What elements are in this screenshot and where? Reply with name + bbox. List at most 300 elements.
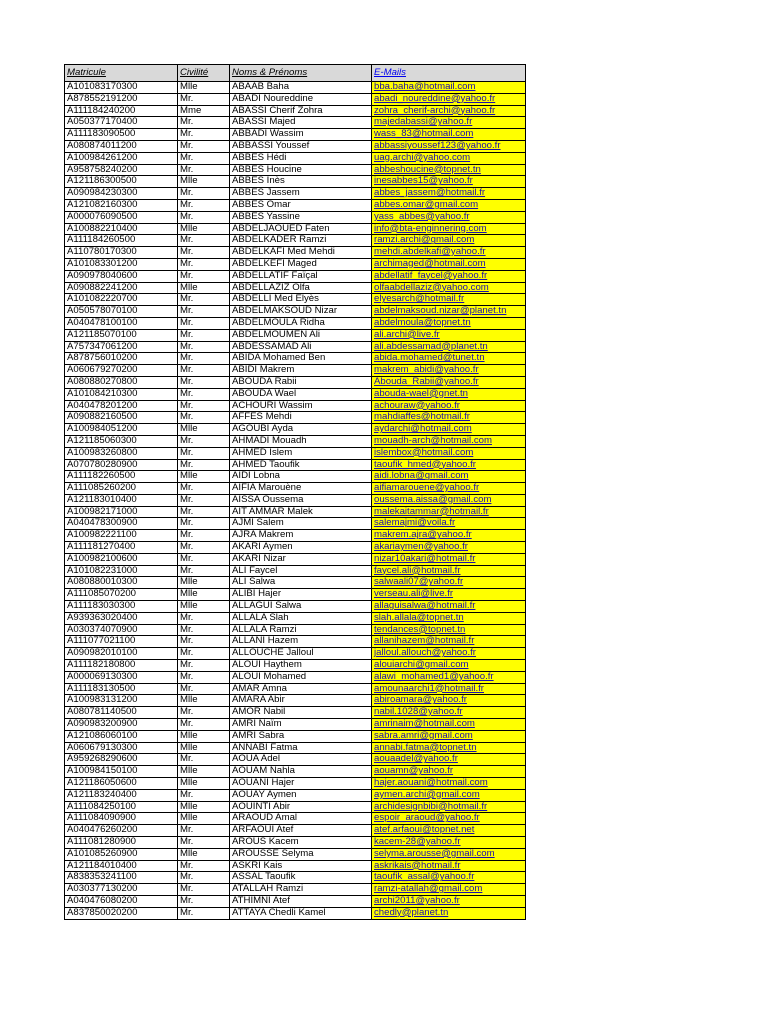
- name-cell: AMAR Amna: [230, 683, 372, 695]
- table-row: [65, 860, 526, 872]
- name-cell: ALLALA Slah: [230, 612, 372, 624]
- matricule-cell: A837850020200: [65, 907, 178, 919]
- email-cell[interactable]: abouda-wael@gnet.tn: [372, 388, 526, 400]
- email-cell[interactable]: archi2011@yahoo.fr: [372, 895, 526, 907]
- name-cell: ALLALA Ramzi: [230, 624, 372, 636]
- matricule-cell: A111181270400: [65, 542, 178, 554]
- civilite-cell: Mr.: [178, 494, 230, 506]
- email-cell[interactable]: salemajmi@voila.fr: [372, 518, 526, 530]
- matricule-cell: A121186300500: [65, 176, 178, 188]
- email-cell[interactable]: espoir_araoud@yahoo.fr: [372, 813, 526, 825]
- matricule-cell: A101083170300: [65, 82, 178, 94]
- table-row: [65, 341, 526, 353]
- email-cell[interactable]: alouiarchi@gmail.com: [372, 660, 526, 672]
- name-cell: ABDELKAFI Med Mehdi: [230, 247, 372, 259]
- email-cell[interactable]: amrinaim@hotmail.com: [372, 719, 526, 731]
- civilite-cell: Mr.: [178, 294, 230, 306]
- civilite-cell: Mr.: [178, 612, 230, 624]
- matricule-cell: A111182180800: [65, 660, 178, 672]
- email-cell[interactable]: nizar10akari@hotmail.fr: [372, 553, 526, 565]
- civilite-cell: Mlle: [178, 730, 230, 742]
- email-cell[interactable]: ali.archi@live.fr: [372, 329, 526, 341]
- civilite-cell: Mlle: [178, 176, 230, 188]
- matricule-cell: A080880270800: [65, 376, 178, 388]
- email-cell[interactable]: abiroamara@yahoo.fr: [372, 695, 526, 707]
- matricule-cell: A878756010200: [65, 353, 178, 365]
- matricule-cell: A080781140500: [65, 707, 178, 719]
- name-cell: ABOUDA Rabii: [230, 376, 372, 388]
- table-row: [65, 837, 526, 849]
- matricule-cell: A030374070900: [65, 624, 178, 636]
- name-cell: ARAOUD Amal: [230, 813, 372, 825]
- name-cell: AROUS Kacem: [230, 837, 372, 849]
- matricule-cell: A060679130300: [65, 742, 178, 754]
- email-cell[interactable]: sabra.amri@gmail.com: [372, 730, 526, 742]
- civilite-cell: Mr.: [178, 306, 230, 318]
- table-row: [65, 813, 526, 825]
- matricule-cell: A040476080200: [65, 895, 178, 907]
- email-cell[interactable]: elyesarch@hotmail.fr: [372, 294, 526, 306]
- table-row: [65, 471, 526, 483]
- email-cell[interactable]: ali.abdessamad@planet.tn: [372, 341, 526, 353]
- civilite-cell: Mr.: [178, 140, 230, 152]
- matricule-cell: A838353241100: [65, 872, 178, 884]
- table-row: [65, 105, 526, 117]
- email-cell[interactable]: aouamn@yahoo.fr: [372, 766, 526, 778]
- civilite-cell: Mlle: [178, 589, 230, 601]
- table-body: [65, 82, 526, 920]
- name-cell: AIT AMMAR Malek: [230, 506, 372, 518]
- matricule-cell: A000076090500: [65, 211, 178, 223]
- name-cell: AHMED Islem: [230, 447, 372, 459]
- civilite-cell: Mr.: [178, 388, 230, 400]
- matricule-cell: A959268290600: [65, 754, 178, 766]
- civilite-cell: Mlle: [178, 424, 230, 436]
- name-cell: AJRA Makrem: [230, 530, 372, 542]
- table-row: [65, 129, 526, 141]
- civilite-cell: Mr.: [178, 400, 230, 412]
- table-row: [65, 707, 526, 719]
- matricule-cell: A090982010100: [65, 648, 178, 660]
- matricule-cell: A111184240200: [65, 105, 178, 117]
- matricule-cell: A100983131200: [65, 695, 178, 707]
- email-cell[interactable]: abbes_jassem@hotmail.fr: [372, 188, 526, 200]
- name-cell: AMARA Abir: [230, 695, 372, 707]
- civilite-cell: Mr.: [178, 707, 230, 719]
- matricule-cell: A101083301200: [65, 258, 178, 270]
- name-cell: ABDELMAKSOUD Nizar: [230, 306, 372, 318]
- civilite-cell: Mr.: [178, 447, 230, 459]
- name-cell: ALI Faycel: [230, 565, 372, 577]
- civilite-cell: Mlle: [178, 695, 230, 707]
- table-row: [65, 872, 526, 884]
- matricule-cell: A958758240200: [65, 164, 178, 176]
- email-cell[interactable]: bba.baha@hotmail.com: [372, 82, 526, 94]
- civilite-cell: Mr.: [178, 199, 230, 211]
- header-emails[interactable]: E-Mails: [372, 65, 526, 82]
- civilite-cell: Mr.: [178, 483, 230, 495]
- email-cell[interactable]: hajer.aouani@hotmail.com: [372, 778, 526, 790]
- matricule-cell: A110780170300: [65, 247, 178, 259]
- civilite-cell: Mlle: [178, 813, 230, 825]
- email-cell[interactable]: aydarchi@hotmail.com: [372, 424, 526, 436]
- name-cell: ABADI Noureddine: [230, 93, 372, 105]
- name-cell: AHMED Taoufik: [230, 459, 372, 471]
- email-cell[interactable]: Abouda_Rabii@yahoo.fr: [372, 376, 526, 388]
- name-cell: ABIDA Mohamed Ben: [230, 353, 372, 365]
- civilite-cell: Mr.: [178, 624, 230, 636]
- civilite-cell: Mr.: [178, 636, 230, 648]
- name-cell: ABBADI Wassim: [230, 129, 372, 141]
- name-cell: ABIDI Makrem: [230, 365, 372, 377]
- civilite-cell: Mr.: [178, 270, 230, 282]
- email-cell[interactable]: mahdiaffes@hotmail.fr: [372, 412, 526, 424]
- civilite-cell: Mr.: [178, 648, 230, 660]
- email-cell[interactable]: abadi_noureddine@yahoo.fr: [372, 93, 526, 105]
- email-cell[interactable]: annabi.fatma@topnet.tn: [372, 742, 526, 754]
- table-row: [65, 223, 526, 235]
- table-row: [65, 719, 526, 731]
- table-row: [65, 636, 526, 648]
- email-cell[interactable]: wass_83@hotmail.com: [372, 129, 526, 141]
- civilite-cell: Mr.: [178, 188, 230, 200]
- name-cell: ABDESSAMAD Ali: [230, 341, 372, 353]
- civilite-cell: Mlle: [178, 471, 230, 483]
- table-row: [65, 825, 526, 837]
- email-cell[interactable]: abdellatif_faycel@yahoo.fr: [372, 270, 526, 282]
- email-cell[interactable]: majedabassi@yahoo.fr: [372, 117, 526, 129]
- email-cell[interactable]: jalloul.allouch@yahoo.fr: [372, 648, 526, 660]
- table-row: [65, 483, 526, 495]
- name-cell: AFFES Mehdi: [230, 412, 372, 424]
- table-row: [65, 801, 526, 813]
- name-cell: AOUANI Hajer: [230, 778, 372, 790]
- civilite-cell: Mr.: [178, 235, 230, 247]
- name-cell: AJMI Salem: [230, 518, 372, 530]
- matricule-cell: A090983200900: [65, 719, 178, 731]
- civilite-cell: Mr.: [178, 152, 230, 164]
- email-cell[interactable]: taoufik_assal@yahoo.fr: [372, 872, 526, 884]
- table-row: [65, 589, 526, 601]
- email-cell[interactable]: abida.mohamed@tunet.tn: [372, 353, 526, 365]
- matricule-cell: A111085260200: [65, 483, 178, 495]
- name-cell: ABDELLAZIZ Olfa: [230, 282, 372, 294]
- header-matricule[interactable]: Matricule: [65, 65, 178, 82]
- civilite-cell: Mr.: [178, 329, 230, 341]
- name-cell: ABDELLI Med Elyès: [230, 294, 372, 306]
- name-cell: ABBES Omar: [230, 199, 372, 211]
- table-row: [65, 199, 526, 211]
- matricule-cell: A100982100600: [65, 553, 178, 565]
- matricule-cell: A111081280900: [65, 837, 178, 849]
- name-cell: ABDELKADER Ramzi: [230, 235, 372, 247]
- table-row: [65, 447, 526, 459]
- table-row: [65, 412, 526, 424]
- table-row: [65, 424, 526, 436]
- matricule-cell: A111183030300: [65, 601, 178, 613]
- table-row: [65, 376, 526, 388]
- email-cell[interactable]: salwaali07@yahoo.fr: [372, 577, 526, 589]
- email-cell[interactable]: malekaitammar@hotmail.fr: [372, 506, 526, 518]
- matricule-cell: A111184260500: [65, 235, 178, 247]
- name-cell: ALI Salwa: [230, 577, 372, 589]
- civilite-cell: Mr.: [178, 412, 230, 424]
- matricule-cell: A121183010400: [65, 494, 178, 506]
- email-cell[interactable]: islembox@hotmail.com: [372, 447, 526, 459]
- matricule-cell: A121086060100: [65, 730, 178, 742]
- name-cell: ABBES Houcine: [230, 164, 372, 176]
- name-cell: ATHIMNI Atef: [230, 895, 372, 907]
- email-cell[interactable]: slah.allala@topnet.tn: [372, 612, 526, 624]
- name-cell: ABDELLATIF Faïçal: [230, 270, 372, 282]
- matricule-cell: A101082220700: [65, 294, 178, 306]
- email-cell[interactable]: selyma.arousse@gmail.com: [372, 848, 526, 860]
- email-cell[interactable]: allanihazem@hotmail.fr: [372, 636, 526, 648]
- civilite-cell: Mr.: [178, 376, 230, 388]
- table-row: [65, 518, 526, 530]
- name-cell: ANNABI Fatma: [230, 742, 372, 754]
- matricule-cell: A111077021100: [65, 636, 178, 648]
- table-row: [65, 317, 526, 329]
- table-row: [65, 683, 526, 695]
- name-cell: ALOUI Mohamed: [230, 671, 372, 683]
- email-cell[interactable]: mehdi.abdelkafi@yahoo.fr: [372, 247, 526, 259]
- email-cell[interactable]: tendances@topnet.tn: [372, 624, 526, 636]
- email-cell[interactable]: abbeshoucine@topnet.tn: [372, 164, 526, 176]
- table-row: [65, 188, 526, 200]
- civilite-cell: Mr.: [178, 884, 230, 896]
- email-cell[interactable]: achouraw@yahoo.fr: [372, 400, 526, 412]
- table-row: [65, 388, 526, 400]
- matricule-cell: A121184010400: [65, 860, 178, 872]
- email-cell[interactable]: info@bta-enginnering.com: [372, 223, 526, 235]
- email-cell[interactable]: zohra_cherif-archi@yahoo.fr: [372, 105, 526, 117]
- header-row: [65, 65, 526, 82]
- email-cell[interactable]: yass_abbes@yahoo.fr: [372, 211, 526, 223]
- matricule-cell: A111182260500: [65, 471, 178, 483]
- matricule-cell: A111183090500: [65, 129, 178, 141]
- matricule-cell: A100882210400: [65, 223, 178, 235]
- email-cell[interactable]: ramzi-atallah@gmail.com: [372, 884, 526, 896]
- email-cell[interactable]: chedly@planet.tn: [372, 907, 526, 919]
- civilite-cell: Mlle: [178, 577, 230, 589]
- name-cell: ALLAGUI Salwa: [230, 601, 372, 613]
- name-cell: AKARI Nizar: [230, 553, 372, 565]
- civilite-cell: Mr.: [178, 365, 230, 377]
- civilite-cell: Mr.: [178, 247, 230, 259]
- matricule-cell: A101085260900: [65, 848, 178, 860]
- table-row: [65, 671, 526, 683]
- matricule-cell: A101082231000: [65, 565, 178, 577]
- civilite-cell: Mlle: [178, 223, 230, 235]
- email-cell[interactable]: archidesignbibi@hotmail.fr: [372, 801, 526, 813]
- email-cell[interactable]: allaguisalwa@hotmail.fr: [372, 601, 526, 613]
- email-cell[interactable]: uag.archi@yahoo.com: [372, 152, 526, 164]
- email-cell[interactable]: akariaymen@yahoo.fr: [372, 542, 526, 554]
- header-civilite[interactable]: Civilité: [178, 65, 230, 82]
- spreadsheet: [64, 64, 525, 920]
- table-row: [65, 895, 526, 907]
- matricule-cell: A121082160300: [65, 199, 178, 211]
- header-noms[interactable]: Noms & Prénoms: [230, 65, 372, 82]
- table-row: [65, 258, 526, 270]
- table-row: [65, 766, 526, 778]
- table-row: [65, 789, 526, 801]
- name-cell: ARFAOUI Atef: [230, 825, 372, 837]
- civilite-cell: Mr.: [178, 93, 230, 105]
- email-cell[interactable]: aouaadel@yahoo.fr: [372, 754, 526, 766]
- name-cell: ABBES Yassine: [230, 211, 372, 223]
- email-cell[interactable]: kacem-28@yahoo.fr: [372, 837, 526, 849]
- name-cell: AOUA Adel: [230, 754, 372, 766]
- email-cell[interactable]: verseau.ali@live.fr: [372, 589, 526, 601]
- table-row: [65, 140, 526, 152]
- name-cell: ABBES Jassem: [230, 188, 372, 200]
- email-cell[interactable]: oussema.aissa@gmail.com: [372, 494, 526, 506]
- name-cell: AIFIA Marouène: [230, 483, 372, 495]
- table-row: [65, 565, 526, 577]
- name-cell: ABBES Inès: [230, 176, 372, 188]
- email-cell[interactable]: atef.arfaoui@topnet.net: [372, 825, 526, 837]
- matricule-cell: A757347061200: [65, 341, 178, 353]
- table-row: [65, 754, 526, 766]
- civilite-cell: Mr.: [178, 353, 230, 365]
- email-cell[interactable]: taoufik_hmed@yahoo.fr: [372, 459, 526, 471]
- name-cell: ABDELMOULA Ridha: [230, 317, 372, 329]
- name-cell: ALIBI Hajer: [230, 589, 372, 601]
- civilite-cell: Mr.: [178, 789, 230, 801]
- name-cell: AMRI Naïm: [230, 719, 372, 731]
- matricule-cell: A111084090900: [65, 813, 178, 825]
- name-cell: AIDI Lobna: [230, 471, 372, 483]
- table-row: [65, 494, 526, 506]
- name-cell: ABDELKEFI Maged: [230, 258, 372, 270]
- table-row: [65, 542, 526, 554]
- civilite-cell: Mr.: [178, 542, 230, 554]
- name-cell: ALLANI Hazem: [230, 636, 372, 648]
- table-row: [65, 329, 526, 341]
- email-cell[interactable]: makrem.ajra@yahoo.fr: [372, 530, 526, 542]
- table-row: [65, 553, 526, 565]
- matricule-cell: A939363020400: [65, 612, 178, 624]
- civilite-cell: Mlle: [178, 778, 230, 790]
- civilite-cell: Mr.: [178, 459, 230, 471]
- name-cell: ABDELJAOUED Faten: [230, 223, 372, 235]
- table-row: [65, 247, 526, 259]
- table-row: [65, 270, 526, 282]
- matricule-cell: A121185060300: [65, 435, 178, 447]
- civilite-cell: Mr.: [178, 341, 230, 353]
- civilite-cell: Mr.: [178, 872, 230, 884]
- table-row: [65, 365, 526, 377]
- civilite-cell: Mr.: [178, 565, 230, 577]
- table-row: [65, 211, 526, 223]
- civilite-cell: Mr.: [178, 683, 230, 695]
- civilite-cell: Mr.: [178, 671, 230, 683]
- matricule-cell: A121186050600: [65, 778, 178, 790]
- email-cell[interactable]: amounaarchi1@hotmail.fr: [372, 683, 526, 695]
- matricule-cell: A040478100100: [65, 317, 178, 329]
- email-cell[interactable]: aidi.lobna@gmail.com: [372, 471, 526, 483]
- name-cell: AROUSSE Selyma: [230, 848, 372, 860]
- name-cell: ABASSI Cherif Zohra: [230, 105, 372, 117]
- civilite-cell: Mr.: [178, 660, 230, 672]
- matricule-cell: A080880010300: [65, 577, 178, 589]
- civilite-cell: Mr.: [178, 435, 230, 447]
- civilite-cell: Mr.: [178, 317, 230, 329]
- email-cell[interactable]: olfaabdellaziz@yahoo.com: [372, 282, 526, 294]
- email-cell[interactable]: askrikais@hotmail.fr: [372, 860, 526, 872]
- email-cell[interactable]: aymen.archi@gmail.com: [372, 789, 526, 801]
- matricule-cell: A090882241200: [65, 282, 178, 294]
- contacts-table: [64, 64, 526, 920]
- name-cell: AOUAM Nahla: [230, 766, 372, 778]
- email-cell[interactable]: abdelmoula@topnet.tn: [372, 317, 526, 329]
- email-cell[interactable]: alawi_mohamed1@yahoo.fr: [372, 671, 526, 683]
- table-row: [65, 164, 526, 176]
- matricule-cell: A100984051200: [65, 424, 178, 436]
- email-cell[interactable]: makrem_abidi@yahoo.fr: [372, 365, 526, 377]
- civilite-cell: Mr.: [178, 117, 230, 129]
- name-cell: ASSAL Taoufik: [230, 872, 372, 884]
- table-row: [65, 306, 526, 318]
- table-row: [65, 152, 526, 164]
- table-row: [65, 884, 526, 896]
- matricule-cell: A100982171000: [65, 506, 178, 518]
- table-row: [65, 435, 526, 447]
- table-row: [65, 907, 526, 919]
- email-cell[interactable]: nabil.1028@yahoo.fr: [372, 707, 526, 719]
- email-cell[interactable]: faycel.ali@hotmail.fr: [372, 565, 526, 577]
- matricule-cell: A100984261200: [65, 152, 178, 164]
- matricule-cell: A121183240400: [65, 789, 178, 801]
- table-row: [65, 648, 526, 660]
- table-row: [65, 530, 526, 542]
- name-cell: AMRI Sabra: [230, 730, 372, 742]
- email-cell[interactable]: ramzi.archi@gmail.com: [372, 235, 526, 247]
- email-cell[interactable]: abbassiyoussef123@yahoo.fr: [372, 140, 526, 152]
- table-row: [65, 176, 526, 188]
- table-row: [65, 235, 526, 247]
- civilite-cell: Mr.: [178, 895, 230, 907]
- matricule-cell: A101084210300: [65, 388, 178, 400]
- email-cell[interactable]: aifiamarouene@yahoo.fr: [372, 483, 526, 495]
- table-row: [65, 577, 526, 589]
- table-row: [65, 82, 526, 94]
- matricule-cell: A050377170400: [65, 117, 178, 129]
- matricule-cell: A040476260200: [65, 825, 178, 837]
- table-row: [65, 459, 526, 471]
- email-cell[interactable]: inesabbes15@yahoo.fr: [372, 176, 526, 188]
- name-cell: AKARI Aymen: [230, 542, 372, 554]
- name-cell: ATALLAH Ramzi: [230, 884, 372, 896]
- table-row: [65, 93, 526, 105]
- email-cell[interactable]: mouadh-arch@hotmail.com: [372, 435, 526, 447]
- email-cell[interactable]: archimaged@hotmail.com: [372, 258, 526, 270]
- civilite-cell: Mlle: [178, 766, 230, 778]
- matricule-cell: A121185070100: [65, 329, 178, 341]
- table-row: [65, 601, 526, 613]
- civilite-cell: Mr.: [178, 530, 230, 542]
- matricule-cell: A050578070100: [65, 306, 178, 318]
- civilite-cell: Mlle: [178, 742, 230, 754]
- name-cell: ABDELMOUMEN Ali: [230, 329, 372, 341]
- matricule-cell: A100984150100: [65, 766, 178, 778]
- matricule-cell: A111085070200: [65, 589, 178, 601]
- email-cell[interactable]: abbes.omar@gmail.com: [372, 199, 526, 211]
- table-row: [65, 742, 526, 754]
- email-cell[interactable]: abdelmaksoud.nizar@planet.tn: [372, 306, 526, 318]
